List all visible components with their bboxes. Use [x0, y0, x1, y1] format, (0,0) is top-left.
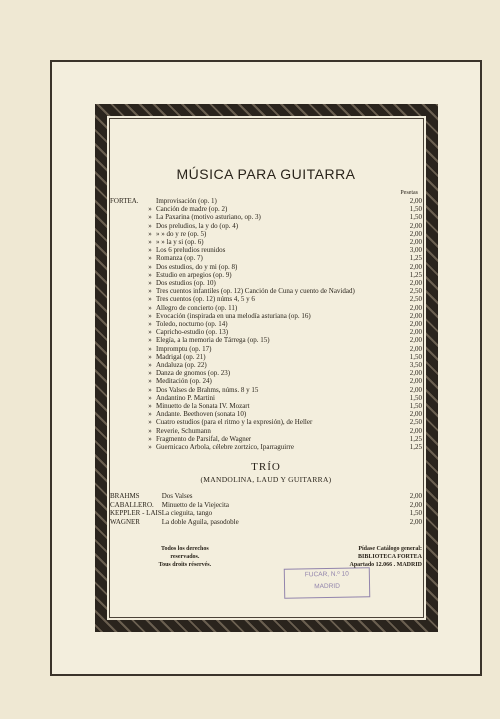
- work-title: La Paxarina (motivo asturiano, op. 3): [156, 213, 261, 222]
- work-title: Andante. Beethoven (sonata 10): [156, 410, 247, 419]
- table-row: [110, 205, 422, 213]
- work-title: Danza de gnomos (op. 23): [156, 369, 231, 378]
- table-row: [110, 328, 422, 336]
- table-row: [110, 353, 422, 361]
- table-row: [110, 345, 422, 353]
- price-cell: 2,00: [409, 221, 422, 230]
- work-title: Minuetto de la Sonata IV. Mozart: [156, 402, 250, 411]
- ditto-mark: »: [148, 402, 152, 411]
- price-cell: 2,00: [409, 518, 422, 527]
- price-cell: 1,50: [409, 402, 422, 411]
- ditto-mark: »: [148, 262, 152, 271]
- work-title: Los 6 preludios reunidos: [156, 246, 226, 255]
- price-cell: 2,00: [409, 344, 422, 353]
- work-title: Minuetto de la Viejecita: [161, 500, 230, 509]
- composer-cell: [110, 287, 144, 295]
- price-cell: 2,00: [409, 377, 422, 386]
- price-cell: 1,50: [409, 205, 422, 214]
- composer-cell: [110, 427, 144, 435]
- footer: [110, 545, 422, 569]
- table-row: [110, 238, 422, 246]
- table-row: [110, 509, 422, 518]
- table-row: [110, 386, 422, 394]
- ditto-mark: »: [148, 205, 152, 214]
- work-title: » » la y si (op. 6): [156, 238, 204, 247]
- composer-cell: [110, 271, 144, 279]
- work-title: Allegro de concierto (op. 11): [156, 303, 238, 312]
- table-row: [110, 427, 422, 435]
- table-row: [110, 418, 422, 426]
- trio-works-table: [110, 492, 422, 526]
- ditto-mark: »: [148, 221, 152, 230]
- composer-cell: [110, 435, 144, 443]
- table-row: [110, 443, 422, 451]
- composer-cell: [110, 345, 144, 353]
- ditto-mark: »: [148, 238, 152, 247]
- price-cell: 2,50: [409, 287, 422, 296]
- composer-cell: CABALLERO.: [110, 500, 154, 509]
- work-title: Dos Valses: [161, 492, 193, 501]
- ditto-mark: »: [148, 336, 152, 345]
- price-cell: 1,25: [409, 254, 422, 263]
- price-cell: 2,00: [409, 262, 422, 271]
- work-title: Madrigal (op. 21): [156, 352, 206, 361]
- ditto-mark: »: [148, 279, 152, 288]
- work-title: Elegía, a la memoria de Tárrega (op. 15): [156, 336, 270, 345]
- ditto-mark: »: [148, 303, 152, 312]
- table-row: [110, 336, 422, 344]
- ditto-mark: »: [148, 320, 152, 329]
- table-row: [110, 501, 422, 510]
- composer-cell: [110, 386, 144, 394]
- composer-cell: [110, 246, 144, 254]
- ditto-mark: »: [148, 434, 152, 443]
- ditto-mark: »: [148, 254, 152, 263]
- table-row: [110, 271, 422, 279]
- table-row: [110, 377, 422, 385]
- price-cell: 2,00: [409, 311, 422, 320]
- price-cell: 2,00: [409, 410, 422, 419]
- work-title: Capricho-estudio (op. 13): [156, 328, 229, 337]
- table-row: [110, 312, 422, 320]
- ditto-mark: »: [148, 369, 152, 378]
- composer-cell: BRAHMS: [110, 492, 140, 501]
- price-cell: 2,00: [409, 238, 422, 247]
- table-row: [110, 410, 422, 418]
- currency-label: Pesetas: [400, 190, 418, 196]
- price-cell: 2,00: [409, 369, 422, 378]
- composer-cell: [110, 238, 144, 246]
- ditto-mark: »: [148, 246, 152, 255]
- composer-cell: [110, 263, 144, 271]
- work-title: Romanza (op. 7): [156, 254, 203, 263]
- composer-cell: [110, 312, 144, 320]
- composer-cell: [110, 361, 144, 369]
- price-cell: 2,00: [409, 197, 422, 205]
- work-title: Dos estudios, do y mi (op. 8): [156, 262, 238, 271]
- composer-cell: [110, 410, 144, 418]
- price-cell: 2,50: [409, 295, 422, 304]
- price-cell: 2,00: [409, 229, 422, 238]
- ditto-mark: [144, 197, 156, 205]
- work-title: Cuatro estudios (para el ritmo y la expresión), de Heller: [156, 418, 313, 427]
- composer-cell: [110, 353, 144, 361]
- composer-cell: [110, 394, 144, 402]
- work-title: Canción de madre (op. 2): [156, 205, 228, 214]
- composer-cell: [110, 304, 144, 312]
- catalog-line: Pídase Catálogo general:: [358, 545, 422, 552]
- work-title: Evocación (inspirada en una melodía asturiana (op. 16): [156, 311, 311, 320]
- composer-cell: [110, 369, 144, 377]
- trio-title: TRÍO: [251, 461, 281, 474]
- composer-cell: [110, 328, 144, 336]
- table-row: [110, 394, 422, 402]
- rights-line: reservados.: [170, 553, 200, 560]
- rights-line: Todos los derechos: [161, 545, 209, 552]
- composer-cell: [110, 402, 144, 410]
- price-cell: 1,50: [409, 509, 422, 518]
- ditto-mark: »: [148, 229, 152, 238]
- ditto-mark: »: [148, 410, 152, 419]
- table-row: [110, 402, 422, 410]
- composer-cell: FORTEA.: [110, 197, 139, 205]
- catalog-content: [110, 118, 422, 618]
- table-row: [110, 369, 422, 377]
- composer-cell: [110, 279, 144, 287]
- work-title: Improvisación (op. 1): [156, 197, 217, 205]
- price-cell: 2,00: [409, 385, 422, 394]
- ditto-mark: »: [148, 352, 152, 361]
- table-row: [110, 492, 422, 501]
- work-title: Dos Valses de Brahms, núms. 8 y 15: [156, 385, 259, 394]
- price-cell: 1,25: [409, 270, 422, 279]
- publisher-stamp: [284, 567, 371, 598]
- table-row: [110, 254, 422, 262]
- composer-cell: WAGNER: [110, 518, 140, 527]
- stamp-line: MADRID: [314, 582, 340, 591]
- composer-cell: [110, 295, 144, 303]
- table-row: [110, 222, 422, 230]
- table-row: [110, 435, 422, 443]
- price-cell: 1,50: [409, 393, 422, 402]
- work-title: Andantino P. Martini: [156, 393, 215, 402]
- ditto-mark: »: [148, 270, 152, 279]
- price-cell: 1,25: [409, 443, 422, 452]
- table-row: [110, 230, 422, 238]
- stamp-line: FUCAR, N.º 10: [304, 570, 349, 579]
- ditto-mark: »: [148, 385, 152, 394]
- price-cell: 2,00: [409, 336, 422, 345]
- work-title: Tres cuentos infantiles (op. 12) Canción de Cuna y cuento de Navidad): [156, 287, 355, 296]
- composer-cell: [110, 222, 144, 230]
- price-cell: 2,00: [409, 279, 422, 288]
- work-title: Estudio en arpegios (op. 9): [156, 270, 232, 279]
- price-cell: 1,50: [409, 352, 422, 361]
- work-title: La cieguita, tango: [161, 509, 213, 518]
- table-row: [110, 518, 422, 527]
- composer-cell: [110, 377, 144, 385]
- table-row: [110, 279, 422, 287]
- composer-cell: [110, 230, 144, 238]
- trio-subtitle: (MANDOLINA, LAUD Y GUITARRA): [200, 475, 332, 485]
- price-cell: 2,00: [409, 500, 422, 509]
- price-cell: 2,00: [409, 328, 422, 337]
- table-row: [110, 213, 422, 221]
- table-row: [110, 361, 422, 369]
- work-title: Impromptu (op. 17): [156, 344, 212, 353]
- table-row: [110, 320, 422, 328]
- composer-cell: [110, 254, 144, 262]
- work-title: Fragmento de Parsifal, de Wagner: [156, 434, 252, 443]
- ditto-mark: »: [148, 213, 152, 222]
- price-cell: 3,00: [409, 246, 422, 255]
- ditto-mark: »: [148, 328, 152, 337]
- ditto-mark: »: [148, 361, 152, 370]
- composer-cell: KEPPLER - LAIS: [110, 509, 162, 518]
- ditto-mark: »: [148, 393, 152, 402]
- ditto-mark: »: [148, 377, 152, 386]
- price-cell: 2,00: [409, 426, 422, 435]
- price-cell: 1,50: [409, 213, 422, 222]
- guitar-works-table: [110, 197, 422, 451]
- composer-cell: [110, 213, 144, 221]
- ditto-mark: »: [148, 426, 152, 435]
- ditto-mark: »: [148, 287, 152, 296]
- composer-cell: [110, 336, 144, 344]
- ditto-mark: »: [148, 418, 152, 427]
- work-title: La doble Aguila, pasodoble: [161, 518, 239, 527]
- price-cell: 2,00: [409, 303, 422, 312]
- work-title: Andaluza (op. 22): [156, 361, 207, 370]
- table-row: [110, 246, 422, 254]
- work-title: Reverie, Schumann: [156, 426, 211, 435]
- table-row: [110, 197, 422, 205]
- table-row: [110, 295, 422, 303]
- price-cell: 2,00: [409, 320, 422, 329]
- table-row: [110, 287, 422, 295]
- composer-cell: [110, 205, 144, 213]
- table-row: [110, 263, 422, 271]
- composer-cell: [110, 418, 144, 426]
- price-cell: 1,25: [409, 434, 422, 443]
- work-title: » » do y re (op. 5): [156, 229, 207, 238]
- price-cell: 2,50: [409, 418, 422, 427]
- work-title: Dos estudios (op. 10): [156, 279, 216, 288]
- work-title: Toledo, nocturno (op. 14): [156, 320, 228, 329]
- table-row: [110, 304, 422, 312]
- price-cell: 2,00: [409, 492, 422, 501]
- page-title: MÚSICA PARA GUITARRA: [176, 166, 356, 182]
- catalog-line: BIBLIOTECA FORTEA: [358, 553, 422, 560]
- ditto-mark: »: [148, 295, 152, 304]
- ditto-mark: »: [148, 344, 152, 353]
- catalog-line: Apartado 12.066 . MADRID: [349, 561, 422, 568]
- rights-line: Tous droits réservés.: [158, 561, 212, 568]
- work-title: Meditación (op. 24): [156, 377, 212, 386]
- work-title: Tres cuentos (op. 12) núms 4, 5 y 6: [156, 295, 255, 304]
- ditto-mark: »: [148, 311, 152, 320]
- work-title: Dos preludios, la y do (op. 4): [156, 221, 239, 230]
- catalog-notice: [260, 545, 422, 569]
- work-title: Guernicaco Arbola, célebre zortzico, Iparraguirre: [156, 443, 294, 452]
- ditto-mark: »: [148, 443, 152, 452]
- rights-notice: [110, 545, 260, 569]
- composer-cell: [110, 443, 144, 451]
- price-cell: 3,50: [409, 361, 422, 370]
- composer-cell: [110, 320, 144, 328]
